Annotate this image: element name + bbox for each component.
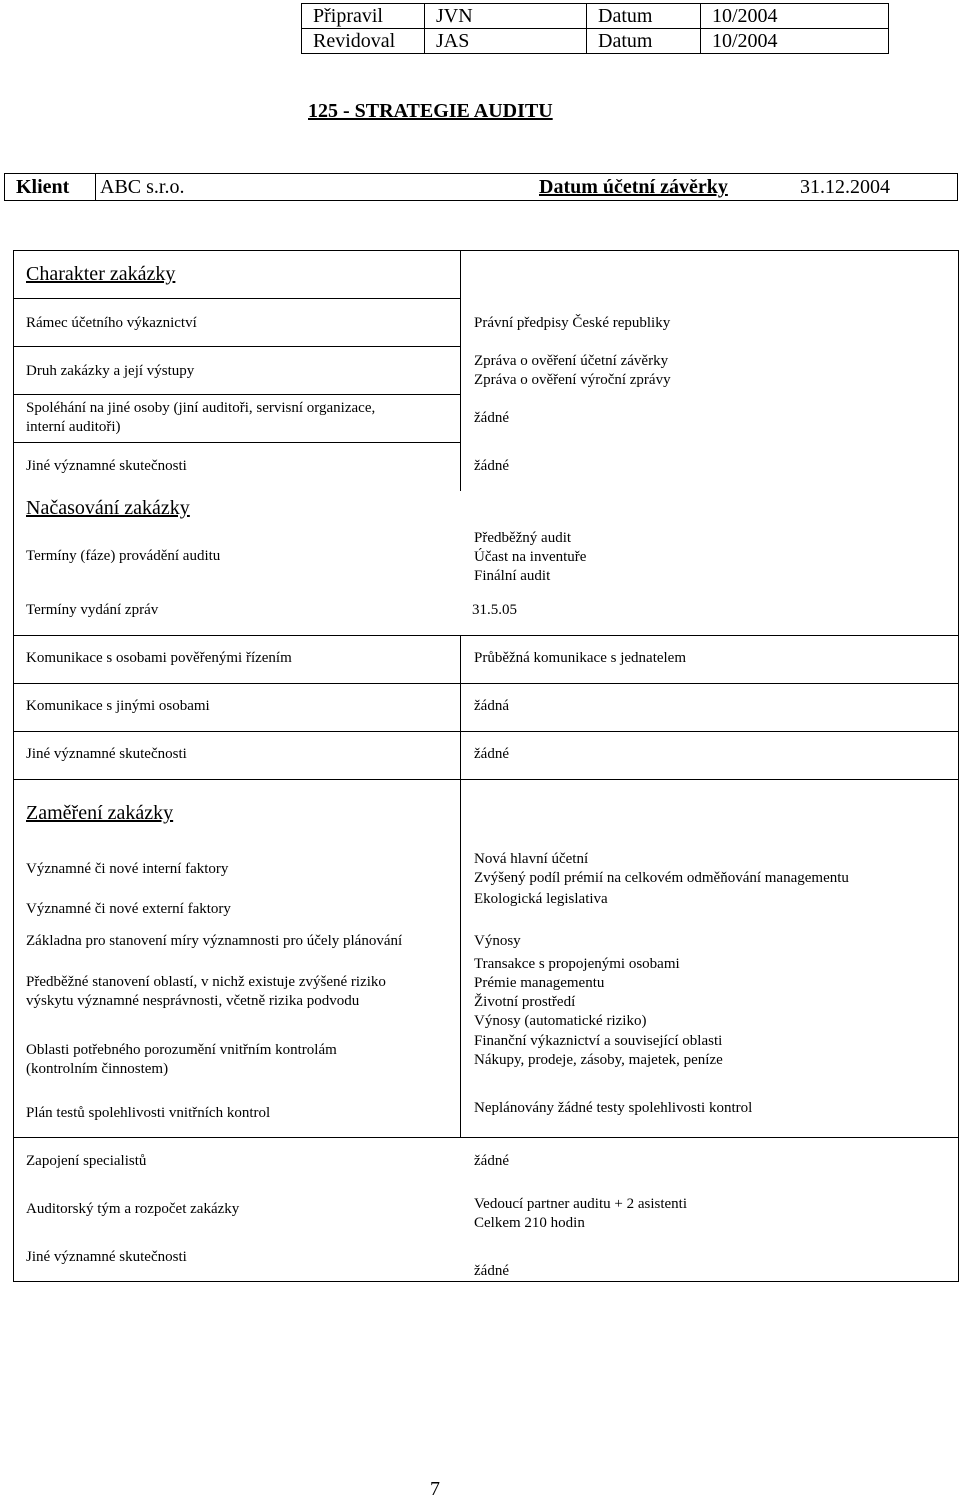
prepared-label: Připravil (302, 4, 425, 29)
page-number: 7 (430, 1478, 440, 1500)
row-label: Komunikace s osobami pověřenými řízením (26, 650, 292, 666)
row-label: Auditorský tým a rozpočet zakázky (26, 1201, 240, 1217)
row-label: Spoléhání na jiné osoby (jiní auditoři, servisní organizace, (26, 400, 376, 416)
row-label: výskytu významné nesprávnosti, včetně rizika podvodu (26, 993, 360, 1009)
prepared-date: 10/2004 (701, 4, 889, 29)
row-label: Základna pro stanovení míry významnosti pro účely plánování (26, 933, 403, 949)
row-label: Jiné významné skutečnosti (26, 746, 187, 762)
closing-date: 31.12.2004 (800, 176, 890, 198)
row-divider (14, 346, 460, 347)
row-value: žádné (474, 1263, 509, 1279)
row-label: Významné či nové externí faktory (26, 901, 231, 917)
client-bar (4, 173, 958, 201)
row-value: Prémie managementu (474, 975, 605, 991)
row-divider (14, 1137, 958, 1138)
row-divider (14, 394, 460, 395)
row-divider (14, 683, 958, 684)
column-divider (460, 635, 461, 779)
row-divider (14, 298, 460, 299)
row-label: Termíny (fáze) provádění auditu (26, 548, 221, 564)
row-value: Nová hlavní účetní (474, 851, 589, 867)
prepared-date-label: Datum (587, 4, 701, 29)
row-value: žádné (474, 410, 509, 426)
section-heading-zamereni: Zaměření zakázky (26, 802, 174, 824)
row-value: Ekologická legislativa (474, 891, 608, 907)
prepared-by: JVN (425, 4, 587, 29)
row-divider (14, 779, 958, 780)
row-value: Transakce s propojenými osobami (474, 956, 680, 972)
row-value: Zpráva o ověření účetní závěrky (474, 353, 669, 369)
row-value: Životní prostředí (474, 994, 576, 1010)
row-value: Finanční výkaznictví a související oblasti (474, 1033, 723, 1049)
row-value: Průběžná komunikace s jednatelem (474, 650, 687, 666)
row-value: Zpráva o ověření výroční zprávy (474, 372, 671, 388)
reviewed-by: JAS (425, 29, 587, 54)
row-value: Právní předpisy České republiky (474, 315, 671, 331)
client-name: ABC s.r.o. (100, 176, 185, 198)
reviewed-label: Revidoval (302, 29, 425, 54)
row-divider (14, 635, 958, 636)
prepared-reviewed-table (301, 3, 889, 54)
column-divider (460, 251, 461, 491)
row-value: Výnosy (automatické riziko) (474, 1013, 647, 1029)
reviewed-date-label: Datum (587, 29, 701, 54)
row-label: (kontrolním činnostem) (26, 1061, 169, 1077)
client-divider (95, 174, 96, 200)
row-label: interní auditoři) (26, 419, 121, 435)
row-value: Zvýšený podíl prémií na celkovém odměňování managementu (474, 870, 849, 886)
row-label: Rámec účetního výkaznictví (26, 315, 197, 331)
row-label: Druh zakázky a její výstupy (26, 363, 195, 379)
row-value: Vedoucí partner auditu + 2 asistenti (474, 1196, 687, 1212)
row-value: Finální audit (474, 568, 551, 584)
row-value: žádná (474, 698, 509, 714)
row-label: Termíny vydání zpráv (26, 602, 159, 618)
section-heading-nacasovani: Načasování zakázky (26, 497, 190, 519)
row-value: Výnosy (474, 933, 521, 949)
row-value: Předběžný audit (474, 530, 572, 546)
row-value: 31.5.05 (472, 602, 517, 618)
row-value: žádné (474, 1153, 509, 1169)
row-value: Nákupy, prodeje, zásoby, majetek, peníze (474, 1052, 723, 1068)
row-label: Plán testů spolehlivosti vnitřních kontrol (26, 1105, 271, 1121)
row-divider (14, 731, 958, 732)
row-label: Komunikace s jinými osobami (26, 698, 210, 714)
row-value: Účast na inventuře (474, 549, 587, 565)
closing-date-label: Datum účetní závěrky (539, 176, 728, 198)
client-label: Klient (16, 176, 70, 198)
column-divider (460, 779, 461, 1137)
row-label: Předběžné stanovení oblastí, v nichž existuje zvýšené riziko (26, 974, 386, 990)
row-label: Jiné významné skutečnosti (26, 458, 187, 474)
row-value: žádné (474, 746, 509, 762)
reviewed-date: 10/2004 (701, 29, 889, 54)
row-divider (14, 442, 460, 443)
row-value: žádné (474, 458, 509, 474)
row-label: Významné či nové interní faktory (26, 861, 229, 877)
row-value: Neplánovány žádné testy spolehlivosti kontrol (474, 1100, 753, 1116)
row-label: Oblasti potřebného porozumění vnitřním kontrolám (26, 1042, 337, 1058)
section-heading-charakter: Charakter zakázky (26, 263, 176, 285)
row-value: Celkem 210 hodin (474, 1215, 585, 1231)
row-label: Jiné významné skutečnosti (26, 1249, 187, 1265)
document-title: 125 - STRATEGIE AUDITU (308, 100, 553, 122)
strategy-table (13, 250, 959, 1282)
row-label: Zapojení specialistů (26, 1153, 147, 1169)
